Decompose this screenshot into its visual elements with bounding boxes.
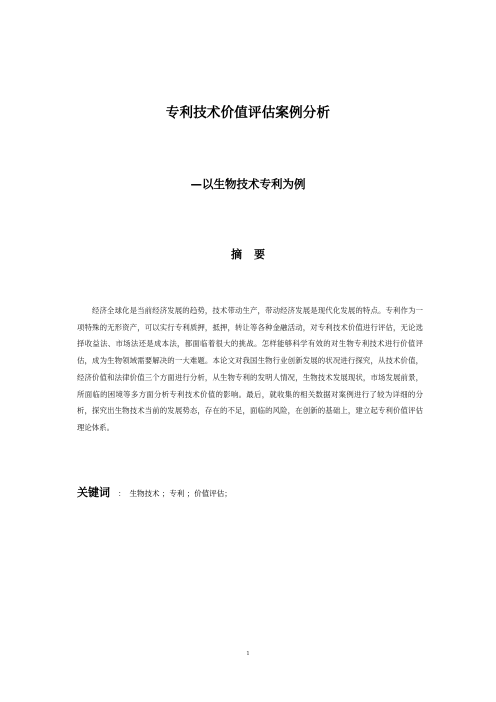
- keywords-separator: ：: [118, 489, 126, 498]
- document-subtitle: —以生物技术专利为例: [190, 177, 306, 191]
- keywords-list: 生物技术 ；专利 ；价值评估；: [129, 489, 232, 498]
- keywords-label: 关键词: [77, 486, 110, 499]
- abstract-paragraph: 经济全球化是当前经济发展的趋势，技术带动生产，带动经济发展是现代化发展的特点。专利作为一项特殊的无形资产，可以实行专利质押，抵押，转让等各种金融活动，对专利技术价值进行评估，无论选择收益法、市场法还是成本法，都面临着很大的挑战。怎样能够科学有效的对生物专利技术进行价值评估，成为生物领域需要解决的一大难题。本论文对我国生物行业创新发展的状况进行探究，从技术价值，经济价值和法律价值三个方面进行分析，从生物专利的发明人情况，生物技术发展现状，市场发展前景，所面临的困境等多方面分析专利技术价值的影响。最后，就收集的相关数据对案例进行了较为详细的分析，探究出生物技术当前的发展势态，存在的不足，面临的风险，在创新的基础上，建立起专利价值评估理论体系。: [77, 306, 423, 432]
- document-title: 专利技术价值评估案例分析: [165, 105, 331, 121]
- abstract-heading: 摘要: [231, 248, 277, 261]
- keywords-line: [77, 483, 232, 502]
- page-number: 1: [246, 651, 250, 657]
